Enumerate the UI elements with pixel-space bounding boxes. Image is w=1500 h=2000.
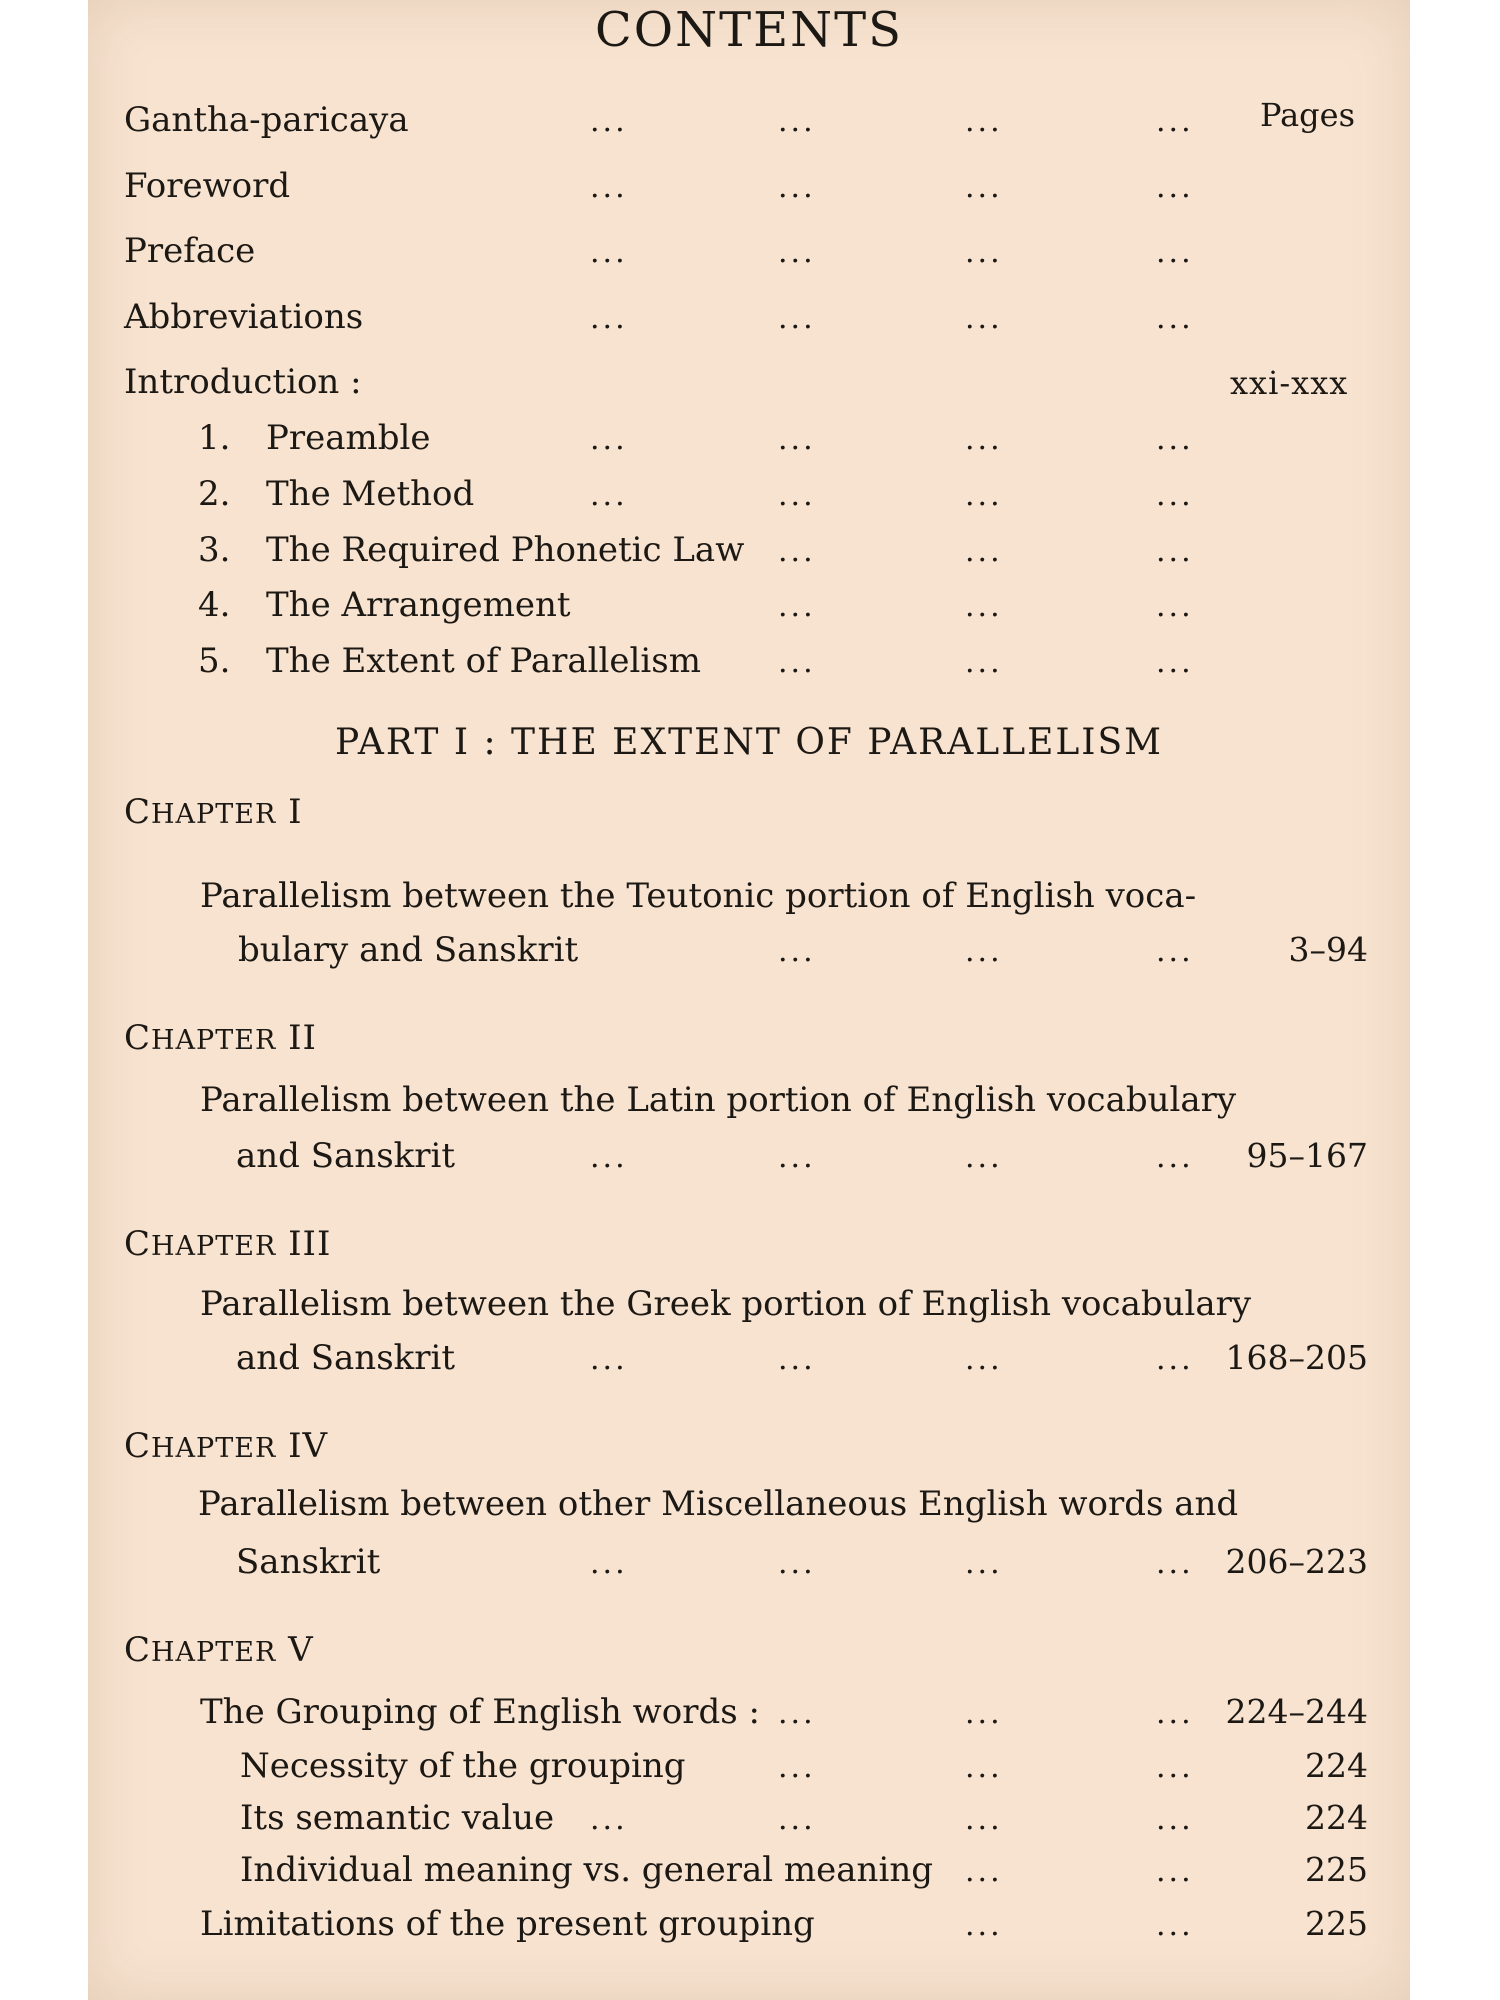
part-heading: PART I : THE EXTENT OF PARALLELISM: [334, 722, 1164, 763]
leader-dots: ...: [1156, 104, 1194, 139]
leader-dots: ...: [778, 1546, 816, 1581]
chapter-description: Sanskrit: [236, 1542, 381, 1582]
intro-item-extent: The Extent of Parallelism: [266, 641, 701, 681]
leader-dots: ...: [778, 1696, 816, 1731]
leader-dots: ...: [965, 1140, 1003, 1175]
intro-item-phonetic-law: The Required Phonetic Law: [266, 530, 745, 570]
introduction-page-range: xxi-xxx: [1230, 364, 1349, 402]
toc-entry-introduction: Introduction :: [124, 362, 362, 402]
leader-dots: ...: [778, 589, 816, 624]
chapter-heading: CHAPTER IV: [124, 1426, 329, 1466]
leader-dots: ...: [590, 104, 628, 139]
leader-dots: ...: [1156, 170, 1194, 205]
chapter-description: Parallelism between other Miscellaneous English words and: [198, 1484, 1239, 1524]
leader-dots: ...: [1156, 645, 1194, 680]
leader-dots: ...: [965, 534, 1003, 569]
leader-dots: ...: [1156, 1140, 1194, 1175]
leader-dots: ...: [1156, 589, 1194, 624]
chapter-heading: CHAPTER I: [124, 792, 303, 832]
leader-dots: ...: [778, 645, 816, 680]
chapter-heading: CHAPTER III: [124, 1224, 332, 1264]
intro-item-number: 2.: [198, 474, 231, 514]
pages-column-heading: Pages: [1260, 96, 1356, 134]
leader-dots: ...: [965, 104, 1003, 139]
toc-entry-abbreviations: Abbreviations: [124, 297, 364, 337]
page-number: 225: [1305, 1850, 1368, 1889]
chapter5-entry-individual-meaning: Individual meaning vs. general meaning: [240, 1850, 933, 1890]
leader-dots: ...: [1156, 1750, 1194, 1785]
leader-dots: ...: [965, 1342, 1003, 1377]
toc-entry-gantha-paricaya: Gantha-paricaya: [124, 100, 409, 140]
leader-dots: ...: [1156, 478, 1194, 513]
chapter-heading: CHAPTER V: [124, 1630, 314, 1670]
intro-item-arrangement: The Arrangement: [266, 585, 571, 625]
leader-dots: ...: [965, 1802, 1003, 1837]
leader-dots: ...: [1156, 534, 1194, 569]
chapter5-entry-necessity: Necessity of the grouping: [240, 1746, 686, 1786]
leader-dots: ...: [965, 478, 1003, 513]
leader-dots: ...: [1156, 1854, 1194, 1889]
leader-dots: ...: [590, 170, 628, 205]
leader-dots: ...: [590, 1802, 628, 1837]
leader-dots: ...: [965, 589, 1003, 624]
chapter-description: Parallelism between the Greek portion of English vocabulary: [200, 1284, 1252, 1324]
book-page: [88, 0, 1410, 2000]
leader-dots: ...: [778, 104, 816, 139]
leader-dots: ...: [590, 1140, 628, 1175]
leader-dots: ...: [965, 422, 1003, 457]
intro-item-number: 5.: [198, 641, 231, 681]
chapter-description: and Sanskrit: [236, 1338, 456, 1378]
leader-dots: ...: [778, 170, 816, 205]
leader-dots: ...: [1156, 1908, 1194, 1943]
page-number: 224–244: [1225, 1692, 1368, 1731]
leader-dots: ...: [778, 235, 816, 270]
leader-dots: ...: [965, 1546, 1003, 1581]
chapter-description: Parallelism between the Teutonic portion of English voca-: [200, 876, 1197, 916]
leader-dots: ...: [965, 1696, 1003, 1731]
leader-dots: ...: [778, 1140, 816, 1175]
chapter-heading: CHAPTER II: [124, 1018, 317, 1058]
leader-dots: ...: [778, 422, 816, 457]
leader-dots: ...: [965, 170, 1003, 205]
leader-dots: ...: [1156, 301, 1194, 336]
leader-dots: ...: [1156, 1696, 1194, 1731]
leader-dots: ...: [590, 1342, 628, 1377]
leader-dots: ...: [778, 1342, 816, 1377]
chapter5-entry-semantic-value: Its semantic value: [240, 1798, 555, 1838]
intro-item-number: 4.: [198, 585, 231, 625]
page-number: 206–223: [1225, 1542, 1368, 1581]
leader-dots: ...: [1156, 1802, 1194, 1837]
toc-entry-preface: Preface: [124, 231, 256, 271]
leader-dots: ...: [965, 235, 1003, 270]
leader-dots: ...: [1156, 235, 1194, 270]
leader-dots: ...: [965, 301, 1003, 336]
leader-dots: ...: [1156, 1342, 1194, 1377]
leader-dots: ...: [965, 1908, 1003, 1943]
leader-dots: ...: [778, 534, 816, 569]
toc-entry-foreword: Foreword: [124, 166, 291, 206]
chapter5-entry-limitations: Limitations of the present grouping: [200, 1904, 815, 1944]
leader-dots: ...: [778, 934, 816, 969]
intro-item-method: The Method: [266, 474, 475, 514]
leader-dots: ...: [1156, 934, 1194, 969]
leader-dots: ...: [965, 645, 1003, 680]
chapter5-entry-grouping: The Grouping of English words :: [200, 1692, 760, 1732]
page-number: 224: [1305, 1746, 1368, 1785]
chapter-description: and Sanskrit: [236, 1136, 456, 1176]
leader-dots: ...: [965, 1854, 1003, 1889]
leader-dots: ...: [965, 1750, 1003, 1785]
page-number: 225: [1305, 1904, 1368, 1943]
leader-dots: ...: [778, 1750, 816, 1785]
page-number: 95–167: [1246, 1136, 1368, 1175]
chapter-description: bulary and Sanskrit: [238, 930, 579, 970]
leader-dots: ...: [590, 301, 628, 336]
leader-dots: ...: [590, 235, 628, 270]
leader-dots: ...: [1156, 422, 1194, 457]
chapter-description: Parallelism between the Latin portion of English vocabulary: [200, 1080, 1237, 1120]
page-number: 3–94: [1288, 930, 1368, 969]
page-title: CONTENTS: [594, 2, 904, 58]
leader-dots: ...: [965, 934, 1003, 969]
leader-dots: ...: [1156, 1546, 1194, 1581]
leader-dots: ...: [778, 301, 816, 336]
intro-item-number: 1.: [198, 418, 231, 458]
leader-dots: ...: [778, 478, 816, 513]
leader-dots: ...: [778, 1802, 816, 1837]
page-number: 168–205: [1225, 1338, 1368, 1377]
intro-item-number: 3.: [198, 530, 231, 570]
leader-dots: ...: [590, 422, 628, 457]
page-number: 224: [1305, 1798, 1368, 1837]
leader-dots: ...: [590, 1546, 628, 1581]
intro-item-preamble: Preamble: [266, 418, 431, 458]
leader-dots: ...: [590, 478, 628, 513]
